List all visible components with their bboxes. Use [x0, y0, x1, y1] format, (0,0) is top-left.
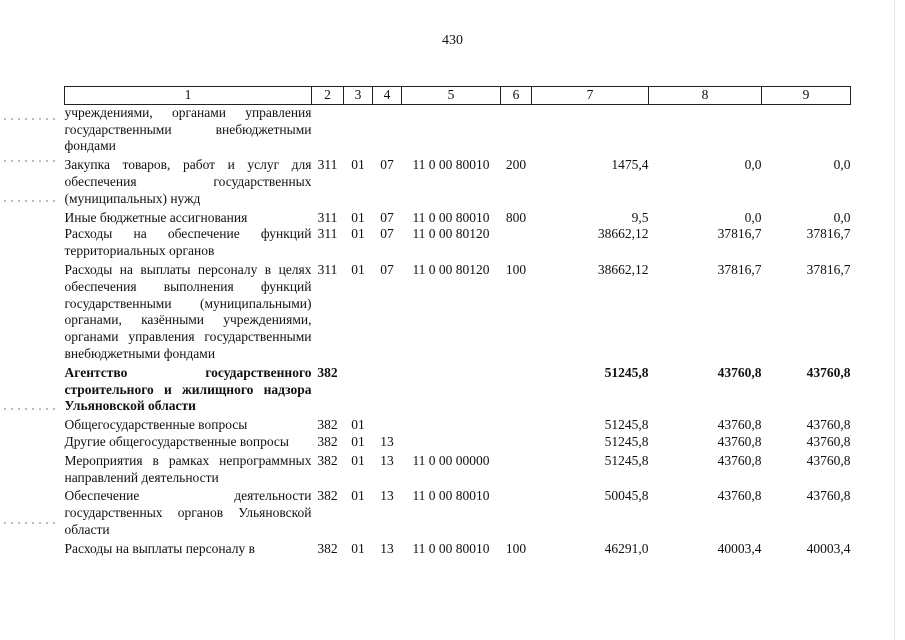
cell-amount-9: 0,0 [833, 209, 851, 225]
cell-expense-type [501, 226, 532, 260]
cell-subsection: 13 [380, 540, 394, 556]
cell-expense-type: 200 [505, 157, 527, 173]
cell-amount-7: 38662,12 [597, 261, 649, 277]
cell-subsection: 07 [380, 261, 394, 277]
cell-target: 11 0 00 80120 [412, 226, 490, 242]
cell-section: 01 [351, 226, 365, 242]
cell-expense-type: 100 [505, 540, 527, 556]
cell-amount-8: 43760,8 [717, 364, 762, 380]
row-name: Мероприятия в рамках непрограммных направлений деятельности [64, 452, 312, 485]
cell-target: 11 0 00 80120 [412, 261, 490, 277]
row-name: Агентство государственного строительного и жилищного надзора Ульяновской области [64, 364, 312, 414]
cell-amount-9: 37816,7 [806, 261, 851, 277]
cell-ministry: 382 [317, 452, 338, 468]
cell-subsection: 07 [380, 157, 394, 173]
cell-target [402, 415, 501, 434]
cell-ministry: 311 [317, 157, 338, 173]
cell-amount-7: 1475,4 [611, 157, 649, 173]
row-name: Расходы на обеспечение функций территориальных органов [64, 226, 312, 259]
col-header: 2 [312, 87, 344, 105]
row-name: учреждениями, органами управления государственными внебюджетными фондами [64, 104, 312, 154]
cell-amount-9 [762, 104, 851, 155]
cell-amount-7: 9,5 [631, 209, 649, 225]
cell-section [344, 363, 373, 415]
col-header: 7 [532, 87, 649, 105]
cell-subsection: 13 [380, 488, 394, 504]
cell-target: 11 0 00 80010 [412, 488, 490, 504]
cell-amount-8: 37816,7 [717, 261, 762, 277]
cell-amount-7 [532, 104, 649, 155]
table-row [65, 260, 851, 363]
cell-ministry: 382 [317, 417, 338, 433]
budget-table [64, 86, 851, 558]
cell-ministry: 382 [317, 540, 338, 556]
table-row [65, 155, 851, 207]
cell-subsection [373, 415, 402, 434]
cell-amount-8: 43760,8 [717, 417, 762, 433]
cell-amount-9: 43760,8 [806, 433, 851, 449]
cell-amount-7: 51245,8 [604, 417, 649, 433]
col-header: 1 [65, 87, 312, 105]
col-header: 5 [402, 87, 501, 105]
cell-target: 11 0 00 00000 [412, 452, 490, 468]
header-row [65, 87, 851, 105]
table-row [65, 226, 851, 260]
scan-noise [4, 118, 56, 120]
cell-amount-7: 50045,8 [604, 488, 649, 504]
cell-amount-9: 43760,8 [806, 452, 851, 468]
cell-ministry: 382 [317, 364, 338, 380]
cell-amount-9: 43760,8 [806, 488, 851, 504]
cell-subsection [373, 104, 402, 155]
table-row [65, 486, 851, 538]
cell-amount-9: 37816,7 [806, 226, 851, 242]
row-name: Другие общегосударственные вопросы [64, 433, 289, 449]
row-name: Закупка товаров, работ и услуг для обеспечения государственных (муниципальных) нужд [64, 157, 312, 206]
cell-amount-8: 43760,8 [717, 488, 762, 504]
cell-amount-8: 40003,4 [717, 540, 762, 556]
row-name: Общегосударственные вопросы [64, 417, 248, 433]
cell-subsection: 13 [380, 433, 394, 449]
cell-amount-8: 43760,8 [717, 433, 762, 449]
cell-ministry: 311 [317, 261, 338, 277]
cell-amount-8: 37816,7 [717, 226, 762, 242]
cell-target [402, 104, 501, 155]
cell-target: 11 0 00 80010 [412, 157, 490, 173]
col-header: 4 [373, 87, 402, 105]
cell-subsection [373, 363, 402, 415]
table-row [65, 451, 851, 487]
cell-target: 11 0 00 80010 [412, 540, 490, 556]
cell-section: 01 [351, 452, 365, 468]
cell-section: 01 [351, 540, 365, 556]
cell-section: 01 [351, 209, 365, 225]
table-row-agency [65, 363, 851, 415]
cell-section: 01 [351, 417, 365, 433]
row-name: Расходы на выплаты персоналу в [64, 540, 255, 556]
cell-amount-7: 38662,12 [597, 226, 649, 242]
cell-amount-8 [649, 104, 762, 155]
cell-amount-8: 43760,8 [717, 452, 762, 468]
col-header: 3 [344, 87, 373, 105]
cell-expense-type: 100 [505, 261, 527, 277]
scan-noise [4, 160, 56, 162]
cell-section: 01 [351, 488, 365, 504]
table-row [65, 415, 851, 434]
cell-subsection: 07 [380, 209, 394, 225]
col-header: 6 [501, 87, 532, 105]
cell-ministry: 311 [317, 226, 338, 242]
cell-ministry: 382 [317, 433, 338, 449]
cell-target [402, 434, 501, 451]
row-name: Обеспечение деятельности государственных органов Ульяновской области [64, 488, 312, 537]
cell-ministry: 311 [317, 209, 338, 225]
cell-expense-type [501, 104, 532, 155]
cell-ministry [312, 104, 344, 155]
cell-subsection: 07 [380, 226, 394, 242]
cell-target [402, 363, 501, 415]
cell-amount-7: 46291,0 [604, 540, 649, 556]
cell-amount-8: 0,0 [744, 157, 762, 173]
scan-noise [4, 200, 56, 202]
scan-noise [4, 522, 56, 524]
cell-expense-type: 800 [505, 209, 527, 225]
row-name: Иные бюджетные ассигнования [64, 209, 248, 225]
cell-amount-7: 51245,8 [604, 452, 649, 468]
cell-amount-9: 43760,8 [806, 417, 851, 433]
table-row [65, 539, 851, 558]
cell-amount-7: 51245,8 [604, 364, 649, 380]
cell-section: 01 [351, 261, 365, 277]
cell-amount-8: 0,0 [744, 209, 762, 225]
cell-amount-9: 43760,8 [806, 364, 851, 380]
cell-ministry: 382 [317, 488, 338, 504]
row-name: Расходы на выплаты персоналу в целях обеспечения выполнения функций государственными (муниципальными) органами, казёнными учреждениями, органами управления государственными внебюджетными фондами [64, 261, 312, 361]
table-row [65, 104, 851, 155]
cell-amount-9: 40003,4 [806, 540, 851, 556]
scan-edge [894, 0, 895, 640]
cell-subsection: 13 [380, 452, 394, 468]
cell-section [344, 104, 373, 155]
scan-noise [4, 408, 56, 410]
cell-expense-type [501, 415, 532, 434]
page-number: 430 [442, 33, 463, 48]
cell-section: 01 [351, 433, 365, 449]
cell-target: 11 0 00 80010 [412, 209, 490, 225]
table-row [65, 434, 851, 451]
cell-section: 01 [351, 157, 365, 173]
cell-amount-9: 0,0 [833, 157, 851, 173]
cell-expense-type [501, 363, 532, 415]
cell-expense-type [501, 434, 532, 451]
table-row [65, 208, 851, 227]
cell-expense-type [501, 486, 532, 538]
cell-expense-type [501, 451, 532, 487]
cell-amount-7: 51245,8 [604, 433, 649, 449]
col-header: 8 [649, 87, 762, 105]
col-header: 9 [762, 87, 851, 105]
